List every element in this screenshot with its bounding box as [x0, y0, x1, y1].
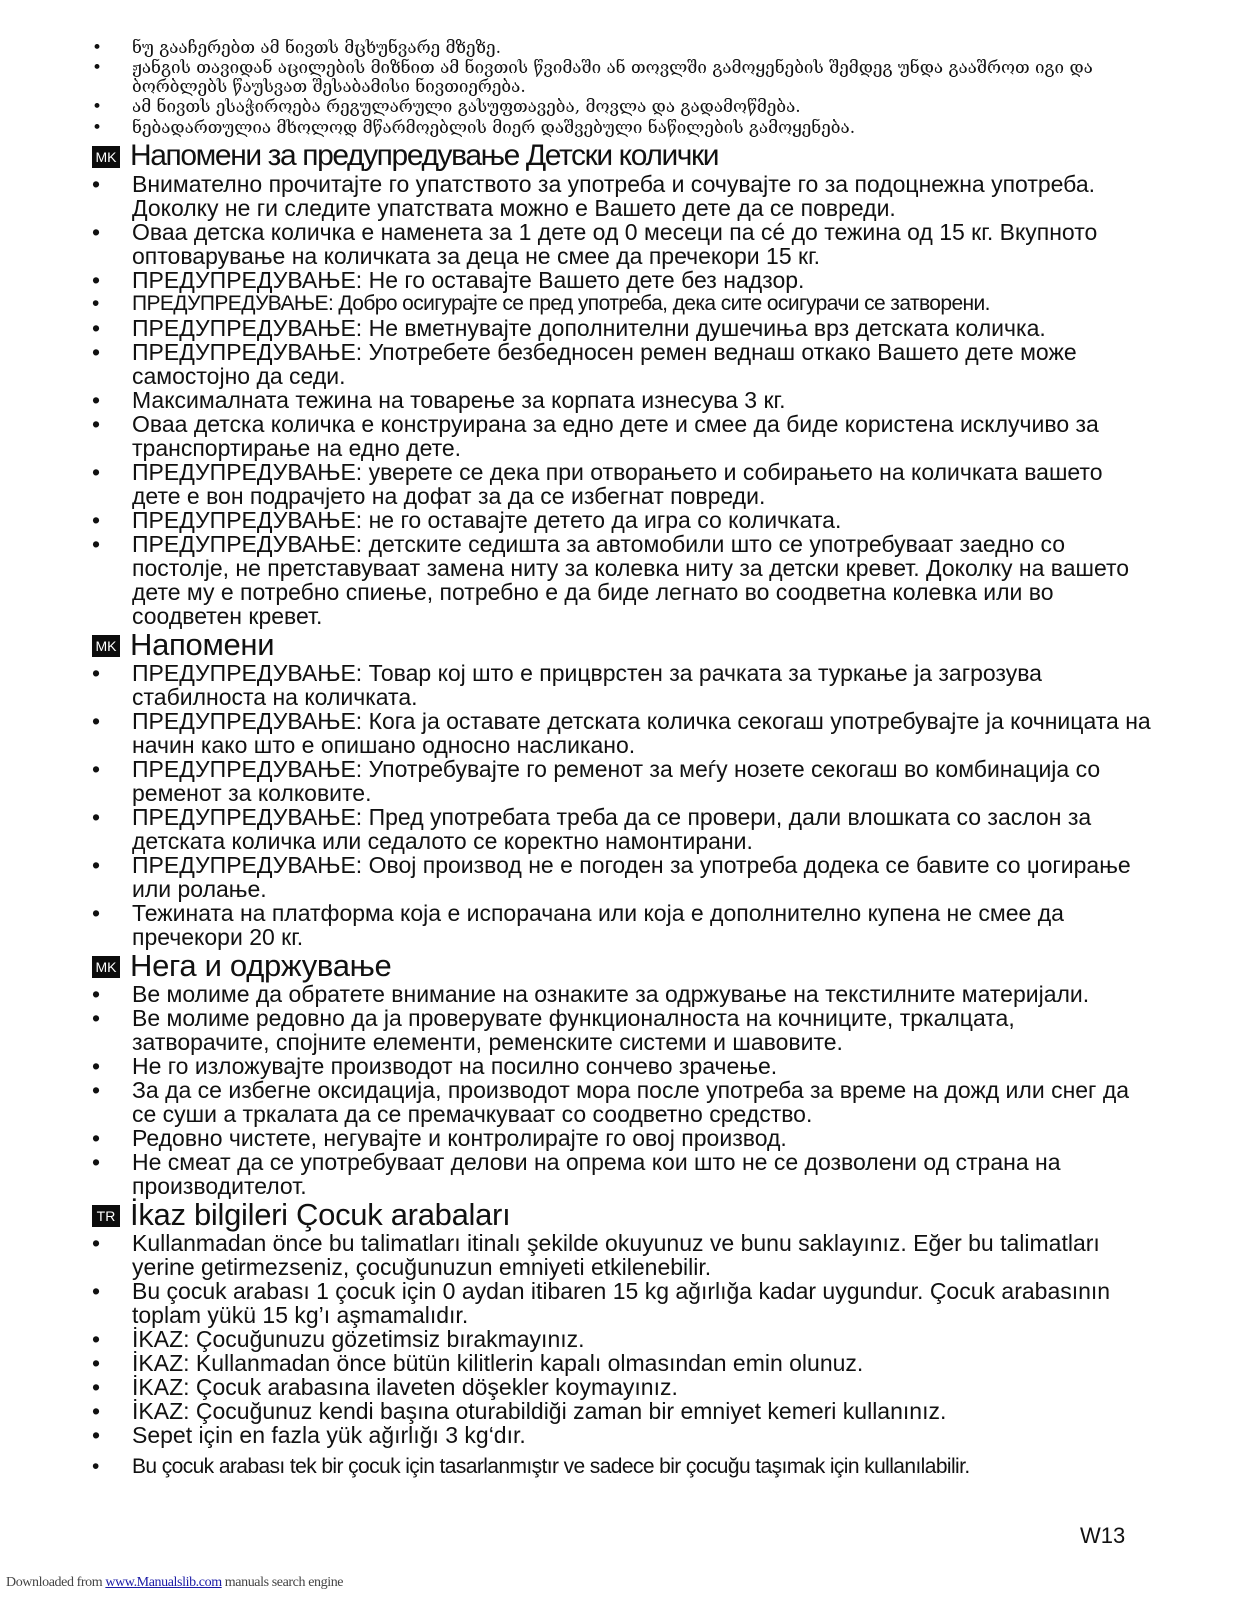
list-item: • ნუ გააჩერებთ ამ ნივთს მცხუნვარე მზეზე. — [92, 38, 1152, 59]
warning-list — [92, 172, 1152, 628]
list-item: • Не смеат да се употребуваат делови на опрема кои што не се дозволени од страна на производителот. — [92, 1150, 1152, 1198]
list-item: • İKAZ: Çocuğunuzu gözetimsiz bırakmayınız. — [92, 1327, 1152, 1351]
list-item: • Оваа детска количка е конструирана за едно дете и смее да биде користена исклучиво за транспортирање на едно дете. — [92, 412, 1152, 460]
georgian-list — [92, 38, 1152, 139]
list-item: • ПРЕДУПРЕДУВАЊЕ: Употребувајте го ременот за меѓу нозете секогаш во комбинација со ременот за колковите. — [92, 757, 1152, 805]
section-title: Нега и одржување — [130, 948, 392, 983]
footer-prefix: Downloaded from — [6, 1575, 106, 1590]
list-item: • Bu çocuk arabası 1 çocuk için 0 aydan itibaren 15 kg ağırlığa kadar uygundur. Çocuk arabasının toplam yükü 15 kg’ı aşmamalıdır. — [92, 1279, 1152, 1327]
list-item: • ПРЕДУПРЕДУВАЊЕ: Товар кој што е прицврстен за рачката за туркање ја загрозува стабилноста на количката. — [92, 661, 1152, 709]
list-item: • Ве молиме редовно да ја проверувате функционалноста на кочниците, тркалцата, затворачите, спојните елементи, ременските системи и шавовите. — [92, 1006, 1152, 1054]
care-list — [92, 982, 1152, 1198]
manualslib-link[interactable]: www.Manualslib.com — [105, 1575, 222, 1590]
list-item: • ПРЕДУПРЕДУВАЊЕ: не го оставајте детето да игра со количката. — [92, 508, 1152, 532]
page-content — [92, 38, 1152, 1479]
list-item: • ჟანგის თავიდან აცილების მიზნით ამ ნივთის წვიმაში ან თოვლში გამოყენების შემდეგ უნდა გააშროთ იგი და ბორბლებს წაუსვათ შესაბამისი ნივთიერება. — [92, 59, 1152, 97]
list-item: • Внимателно прочитајте го упатството за употреба и сочувајте го за подоцнежна употреба. Доколку не ги следите упатствата можно е Вашето дете да се повреди. — [92, 172, 1152, 220]
language-badge: MK — [92, 956, 120, 978]
list-item: • ПРЕДУПРЕДУВАЊЕ: уверете се дека при отворањето и собирањето на количката вашето дете е вон подрачјето на дофат за да се избегнат повреди. — [92, 460, 1152, 508]
list-item: • ПРЕДУПРЕДУВАЊЕ: Пред употребата треба да се провери, дали влошката со заслон за детската количка или седалото се коректно намонтирани. — [92, 805, 1152, 853]
list-item: • ПРЕДУПРЕДУВАЊЕ: Кога ја оставате детската количка секогаш употребувајте ја кочницата на начин како што е опишано односно насликано. — [92, 709, 1152, 757]
list-item: • Ве молиме да обратете внимание на ознаките за одржување на текстилните материјали. — [92, 982, 1152, 1006]
section-title: Напомени — [130, 627, 275, 662]
page-number: W13 — [1080, 1523, 1126, 1548]
language-badge: MK — [92, 146, 120, 168]
list-item: • ნებადართულია მხოლოდ მწარმოებლის მიერ დაშვებული ნაწილების გამოყენება. — [92, 118, 1152, 139]
list-item: • Kullanmadan önce bu talimatları itinalı şekilde okuyunuz ve bunu saklayınız. Eğer bu talimatları yerine getirmezseniz, çocuğunuzun emniyeti etkilenebilir. — [92, 1231, 1152, 1279]
language-badge: TR — [92, 1205, 120, 1227]
list-item: • Не го изложувајте производот на посилно сончево зрачење. — [92, 1054, 1152, 1078]
download-footer — [6, 1575, 343, 1591]
list-item: • ამ ნივთს ესაჭიროება რეგულარული გასუფთავება, მოვლა და გადამოწმება. — [92, 97, 1152, 118]
section-heading — [92, 629, 1152, 661]
list-item: • Sepet için en fazla yük ağırlığı 3 kg‘dır. — [92, 1423, 1152, 1447]
list-item: • Оваа детска количка е наменета за 1 дете од 0 месеци па сé до тежина од 15 кг. Вкупното оптоварување на количката за деца не смее да пречекори 15 кг. — [92, 220, 1152, 268]
list-item: • За да се избегне оксидација, производот мора после употреба за време на дожд или снег да се суши а тркалата да се премачкуваат со соодветно средство. — [92, 1078, 1152, 1126]
section-heading — [92, 1199, 1152, 1231]
section-heading — [92, 140, 1152, 172]
list-item: • Bu çocuk arabası tek bir çocuk için tasarlanmıştır ve sadece bir çocuğu taşımak için kullanılabilir. — [92, 1455, 1152, 1479]
warning-list-tr — [92, 1231, 1152, 1479]
language-badge: MK — [92, 635, 120, 657]
list-item: • İKAZ: Çocuk arabasına ilaveten döşekler koymayınız. — [92, 1375, 1152, 1399]
section-title: İkaz bilgileri Çocuk arabaları — [130, 1197, 511, 1232]
list-item: • İKAZ: Çocuğunuz kendi başına oturabildiği zaman bir emniyet kemeri kullanınız. — [92, 1399, 1152, 1423]
list-item: • ПРЕДУПРЕДУВАЊЕ: Употребете безбедносен ремен веднаш откако Вашето дете може самостојно да седи. — [92, 340, 1152, 388]
list-item: • İKAZ: Kullanmadan önce bütün kilitlerin kapalı olmasından emin olunuz. — [92, 1351, 1152, 1375]
list-item: • ПРЕДУПРЕДУВАЊЕ: Овој производ не е погоден за употреба додека се бавите со џогирање или ролање. — [92, 853, 1152, 901]
notes-list — [92, 661, 1152, 949]
list-item: • ПРЕДУПРЕДУВАЊЕ: Не го оставајте Вашето дете без надзор. — [92, 268, 1152, 292]
section-title: Напомени за предупредување Детски колички — [130, 139, 719, 172]
section-heading — [92, 950, 1152, 982]
list-item: • ПРЕДУПРЕДУВАЊЕ: Добро осигурајте се пред употреба, дека сите осигурачи се затворени. — [92, 292, 1152, 316]
footer-suffix: manuals search engine — [221, 1575, 344, 1590]
list-item: • ПРЕДУПРЕДУВАЊЕ: детските седишта за автомобили што се употребуваат заедно со постолје, не претставуваат замена ниту за колевка ниту за детски кревет. Доколку на вашето дете му е потребно спиење, потребно е да биде легнато во соодветна колевка или во соодветен кревет. — [92, 532, 1152, 628]
list-item: • ПРЕДУПРЕДУВАЊЕ: Не вметнувајте дополнителни душечиња врз детската количка. — [92, 316, 1152, 340]
list-item: • Редовно чистете, негувајте и контролирајте го овој производ. — [92, 1126, 1152, 1150]
list-item: • Тежината на платформа која е испорачана или која е дополнително купена не смее да пречекори 20 кг. — [92, 901, 1152, 949]
list-item: • Максималната тежина на товарење за корпата изнесува 3 кг. — [92, 388, 1152, 412]
